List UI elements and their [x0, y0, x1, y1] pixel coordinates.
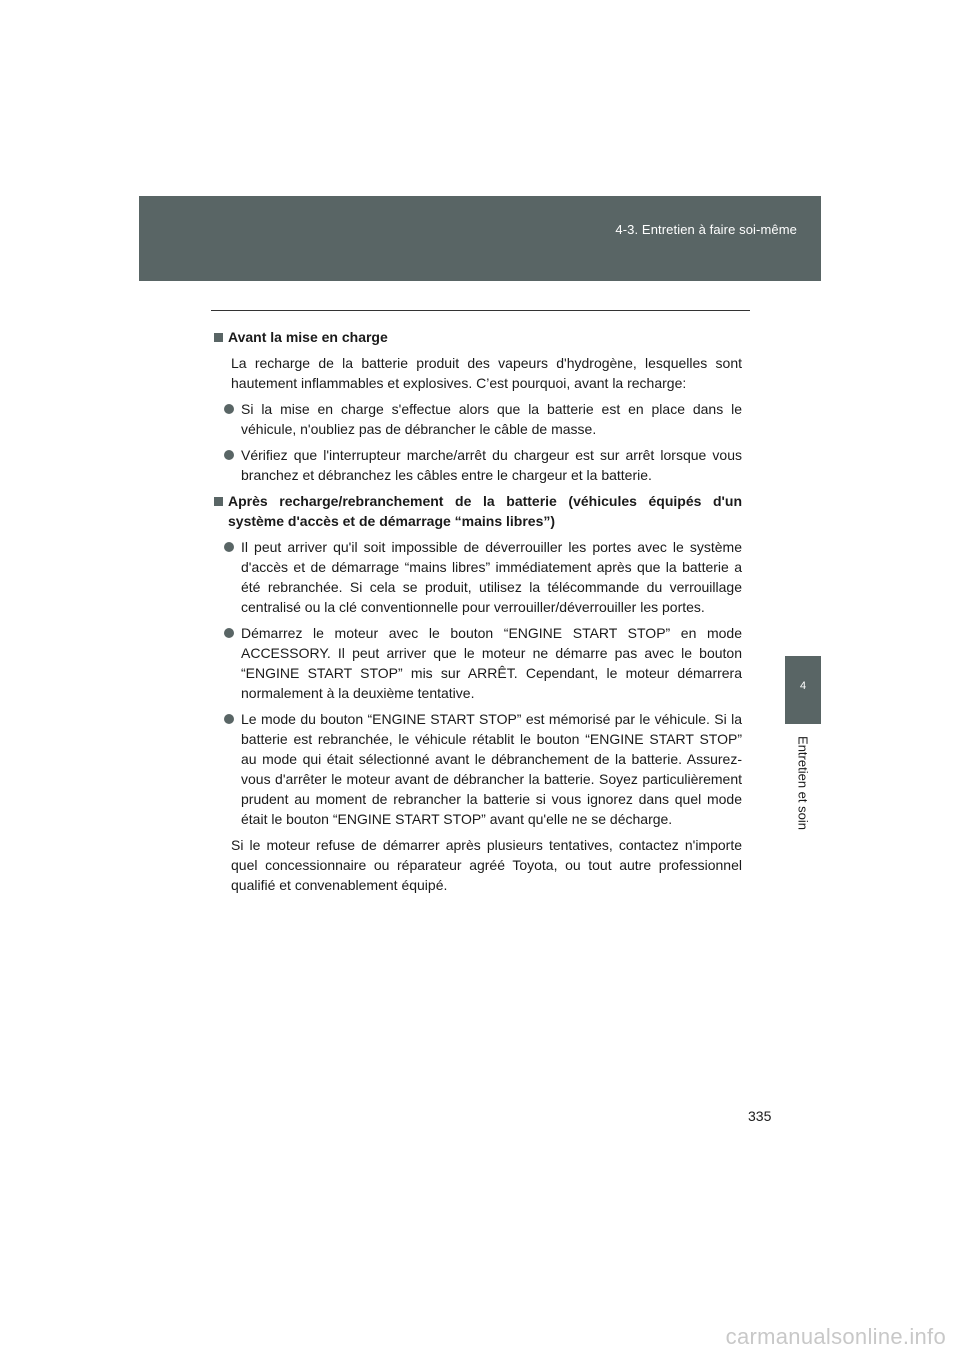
- heading-text: Avant la mise en charge: [228, 329, 388, 345]
- section-title: 4-3. Entretien à faire soi-même: [615, 222, 797, 237]
- square-bullet-icon: [214, 333, 223, 342]
- list-item-text: Démarrez le moteur avec le bouton “ENGINE START STOP” en mode ACCESSORY. Il peut arriver que le moteur ne démarre pas avec le bouton “ENGINE START STOP” mis sur ARRÊT. Cependant, le moteur démarrera normalement à la deuxième tentative.: [241, 625, 742, 701]
- list-item-text: Si la mise en charge s'effectue alors que la batterie est en place dans le véhicule, n'oubliez pas de débrancher le câble de masse.: [241, 401, 742, 437]
- heading-text: Après recharge/rebranchement de la batterie (véhicules équipés d'un système d'accès et de démarrage “mains libres”): [228, 493, 742, 529]
- list-item: [224, 709, 742, 829]
- closing-paragraph: Si le moteur refuse de démarrer après plusieurs tentatives, contactez n'importe quel concessionnaire ou réparateur agréé Toyota, ou tout autre professionnel qualifié et convenablement équipé.: [231, 837, 742, 893]
- header-band: [139, 196, 821, 281]
- list-item: [224, 537, 742, 617]
- list-item: [224, 445, 742, 485]
- list-item-text: Il peut arriver qu'il soit impossible de déverrouiller les portes avec le système d'accès et de démarrage “mains libres” immédiatement après que la batterie a été rebranchée. Si cela se produit, utilisez la télécommande du verrouillage centralisé ou la clé conventionnelle pour verrouiller/déverrouiller les portes.: [241, 539, 742, 615]
- page-content: [214, 327, 742, 901]
- square-bullet-icon: [214, 497, 223, 506]
- watermark: carmanualsonline.info: [725, 1324, 946, 1349]
- top-divider: [211, 310, 750, 311]
- chapter-label: Entretien et soin: [795, 736, 811, 830]
- page-number: 335: [748, 1108, 772, 1124]
- section-heading: [214, 327, 742, 347]
- list-item-text: Le mode du bouton “ENGINE START STOP” est mémorisé par le véhicule. Si la batterie est rebranchée, le véhicule rétablit le bouton “ENGINE START STOP” au mode qui était sélectionné avant le débranchement de la batterie. Assurez-vous d'arrêter le moteur avant de débrancher la batterie. Soyez particulièrement prudent au moment de rebrancher la batterie si vous ignorez dans quel mode était le bouton “ENGINE START STOP” avant qu'elle ne se décharge.: [241, 711, 742, 827]
- list-item: [224, 623, 742, 703]
- section-heading: [214, 491, 742, 531]
- circle-bullet-icon: [224, 714, 234, 724]
- list-item: [224, 399, 742, 439]
- list-item-text: Vérifiez que l'interrupteur marche/arrêt du chargeur est sur arrêt lorsque vous branchez et débranchez les câbles entre le chargeur et la batterie.: [241, 447, 742, 483]
- circle-bullet-icon: [224, 450, 234, 460]
- intro-paragraph: La recharge de la batterie produit des vapeurs d'hydrogène, lesquelles sont hautement inflammables et explosives. C’est pourquoi, avant la recharge:: [231, 355, 742, 391]
- chapter-number: 4: [799, 680, 807, 692]
- circle-bullet-icon: [224, 628, 234, 638]
- circle-bullet-icon: [224, 404, 234, 414]
- chapter-tab: [785, 656, 821, 724]
- circle-bullet-icon: [224, 542, 234, 552]
